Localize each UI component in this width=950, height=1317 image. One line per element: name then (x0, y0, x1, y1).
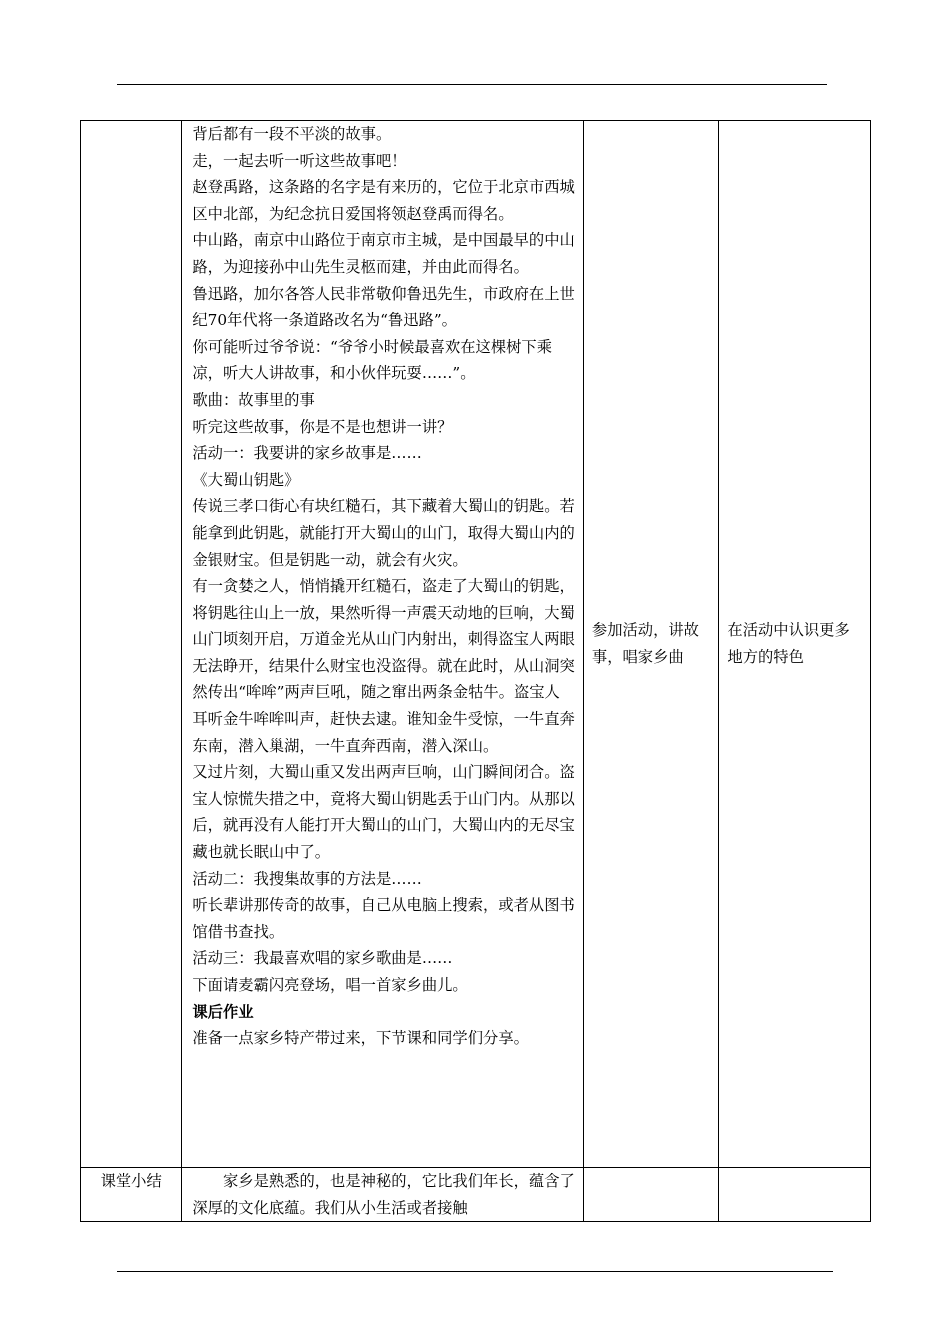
content-paragraph: 活动二：我搜集故事的方法是…… (192, 869, 422, 888)
content-paragraph: 传说三孝口街心有块红糙石，其下藏着大蜀山的钥匙。若能拿到此钥匙，就能打开大蜀山的山门，取得大蜀山内的金银财宝。但是钥匙一动，就会有火灾。 (192, 497, 575, 569)
content-paragraph: 又过片刻，大蜀山重又发出两声巨响，山门瞬间闭合。盗宝人惊慌失措之中，竟将大蜀山钥匙丢于山门内。从那以后，就再没有人能打开大蜀山的山门，大蜀山内的无尽宝藏也就长眠山中了。 (192, 763, 575, 862)
content-paragraph: 中山路，南京中山路位于南京市主城，是中国最早的中山路，为迎接孙中山先生灵柩而建，并由此而得名。 (192, 231, 575, 276)
summary-design-intent-cell (719, 1168, 871, 1222)
teaching-content-cell (182, 121, 584, 1168)
table-row-activities (81, 121, 871, 1168)
teaching-content (182, 121, 583, 1052)
summary-label-cell (81, 1168, 182, 1222)
content-paragraph: 你可能听过爷爷说：“爷爷小时候最喜欢在这棵树下乘凉，听大人讲故事，和小伙伴玩耍……”。 (192, 337, 553, 383)
design-intent-text: 在活动中认识更多地方的特色 (727, 621, 850, 666)
summary-paragraph: 家乡是熟悉的，也是神秘的，它比我们年长，蕴含了深厚的文化底蕴。我们从小生活或者接触 (192, 1172, 575, 1217)
content-paragraph: 鲁迅路，加尔各答人民非常敬仰鲁迅先生，市政府在上世纪70年代将一条道路改名为“鲁迅路”。 (192, 284, 575, 330)
content-paragraph: 活动三：我最喜欢唱的家乡歌曲是…… (192, 949, 453, 968)
summary-content (182, 1168, 583, 1221)
content-paragraph: 走，一起去听一听这些故事吧！ (192, 151, 407, 170)
content-paragraph: 《大蜀山钥匙》 (192, 470, 300, 489)
content-paragraph: 准备一点家乡特产带过来，下节课和同学们分享。 (192, 1029, 529, 1048)
content-paragraph: 有一贪婪之人，悄悄撬开红糙石，盗走了大蜀山的钥匙，将钥匙往山上一放，果然听得一声震天动地的巨响，大蜀山门顷刻开启，万道金光从山门内射出，刺得盗宝人两眼无法睁开，结果什么财宝也没盗得。就在此时，从山洞突然传出“哞哞”两声巨吼，随之窜出两条金牯牛。盗宝人耳听金牛哞哞叫声，赶快去逮。谁知金牛受惊，一牛直奔东南，潜入巢湖，一牛直奔西南，潜入深山。 (192, 577, 575, 755)
header-rule (117, 84, 827, 85)
summary-label: 课堂小结 (100, 1172, 162, 1190)
content-paragraph: 听长辈讲那传奇的故事，自己从电脑上搜索，或者从图书馆借书查找。 (192, 896, 575, 941)
summary-student-activity-cell (583, 1168, 719, 1222)
content-paragraph: 活动一：我要讲的家乡故事是…… (192, 444, 422, 463)
content-paragraph: 背后都有一段不平淡的故事。 (192, 125, 392, 143)
stage-label-cell (81, 121, 182, 1168)
student-activity-cell (583, 121, 719, 1168)
footer-rule (117, 1271, 833, 1272)
content-paragraph: 赵登禹路，这条路的名字是有来历的，它位于北京市西城区中北部，为纪念抗日爱国将领赵登禹而得名。 (192, 178, 575, 223)
lesson-plan-table (80, 120, 871, 1222)
design-intent-cell (719, 121, 871, 1168)
table-row-summary (81, 1168, 871, 1222)
section-heading: 课后作业 (192, 1002, 254, 1021)
student-activity-text: 参加活动，讲故事，唱家乡曲 (591, 621, 699, 666)
content-paragraph: 下面请麦霸闪亮登场，唱一首家乡曲儿。 (192, 976, 468, 994)
content-paragraph: 歌曲：故事里的事 (192, 390, 315, 409)
summary-content-cell (182, 1168, 584, 1222)
content-paragraph: 听完这些故事，你是不是也想讲一讲？ (192, 417, 453, 436)
